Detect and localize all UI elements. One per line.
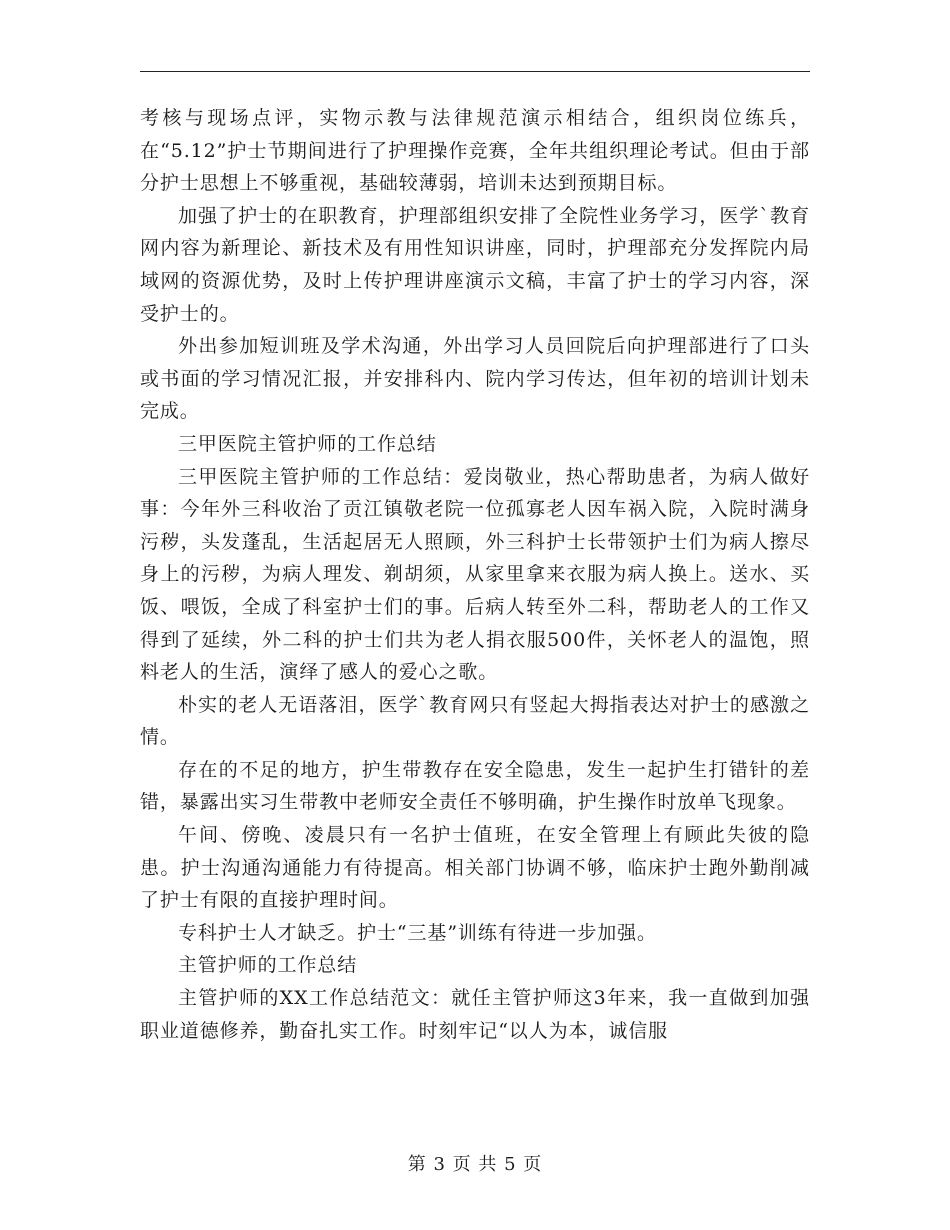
paragraph-5: 三甲医院主管护师的工作总结：爱岗敬业，热心帮助患者，为病人做好事：今年外三科收治了贡江镇敬老院一位孤寡老人因车祸入院，入院时满身污秽，头发蓬乱，生活起居无人照顾，外三科护士长带领护士们为病人擦尽身上的污秽，为病人理发、剃胡须，从家里拿来衣服为病人换上。送水、买饭、喂饭，全成了科室护士们的事。后病人转至外二科，帮助老人的工作又得到了延续，外二科的护士们共为老人捐衣服500件，关怀老人的温饱，照料老人的生活，演绎了感人的爱心之歌。 <box>140 465 810 684</box>
paragraph-2: 加强了护士的在职教育，护理部组织安排了全院性业务学习，医学`教育网内容为新理论、新技术及有用性知识讲座，同时，护理部充分发挥院内局域网的资源优势，及时上传护理讲座演示文稿，丰富了护士的学习内容，深受护士的。 <box>140 204 810 325</box>
paragraph-7: 存在的不足的地方，护生带教存在安全隐患，发生一起护生打错针的差错，暴露出实习生带教中老师安全责任不够明确，护生操作时放单飞现象。 <box>140 758 810 814</box>
paragraph-6: 朴实的老人无语落泪，医学`教育网只有竖起大拇指表达对护士的感激之情。 <box>140 693 810 749</box>
document-body <box>140 102 810 1047</box>
paragraph-8: 午间、傍晚、凌晨只有一名护士值班，在安全管理上有顾此失彼的隐患。护士沟通沟通能力有待提高。相关部门协调不够，临床护士跑外勤削减了护士有限的直接护理时间。 <box>140 824 810 912</box>
page-number-footer: 第 3 页 共 5 页 <box>407 1154 543 1175</box>
header-rule <box>140 71 810 72</box>
paragraph-1: 考核与现场点评，实物示教与法律规范演示相结合，组织岗位练兵，在“5.12”护士节期间进行了护理操作竞赛，全年共组织理论考试。但由于部分护士思想上不够重视，基础较薄弱，培训未达到预期目标。 <box>140 107 810 195</box>
paragraph-3: 外出参加短训班及学术沟通，外出学习人员回院后向护理部进行了口头或书面的学习情况汇报，并安排科内、院内学习传达，但年初的培训计划未完成。 <box>140 335 810 423</box>
section-heading-2: 主管护师的工作总结 <box>178 954 358 977</box>
section-heading-1: 三甲医院主管护师的工作总结 <box>178 432 437 455</box>
paragraph-11: 主管护师的XX工作总结范文：就任主管护师这3年来，我一直做到加强职业道德修养，勤奋扎实工作。时刻牢记“以人为本，诚信服 <box>140 987 810 1042</box>
paragraph-9: 专科护士人才缺乏。护士“三基”训练有待进一步加强。 <box>178 921 657 944</box>
